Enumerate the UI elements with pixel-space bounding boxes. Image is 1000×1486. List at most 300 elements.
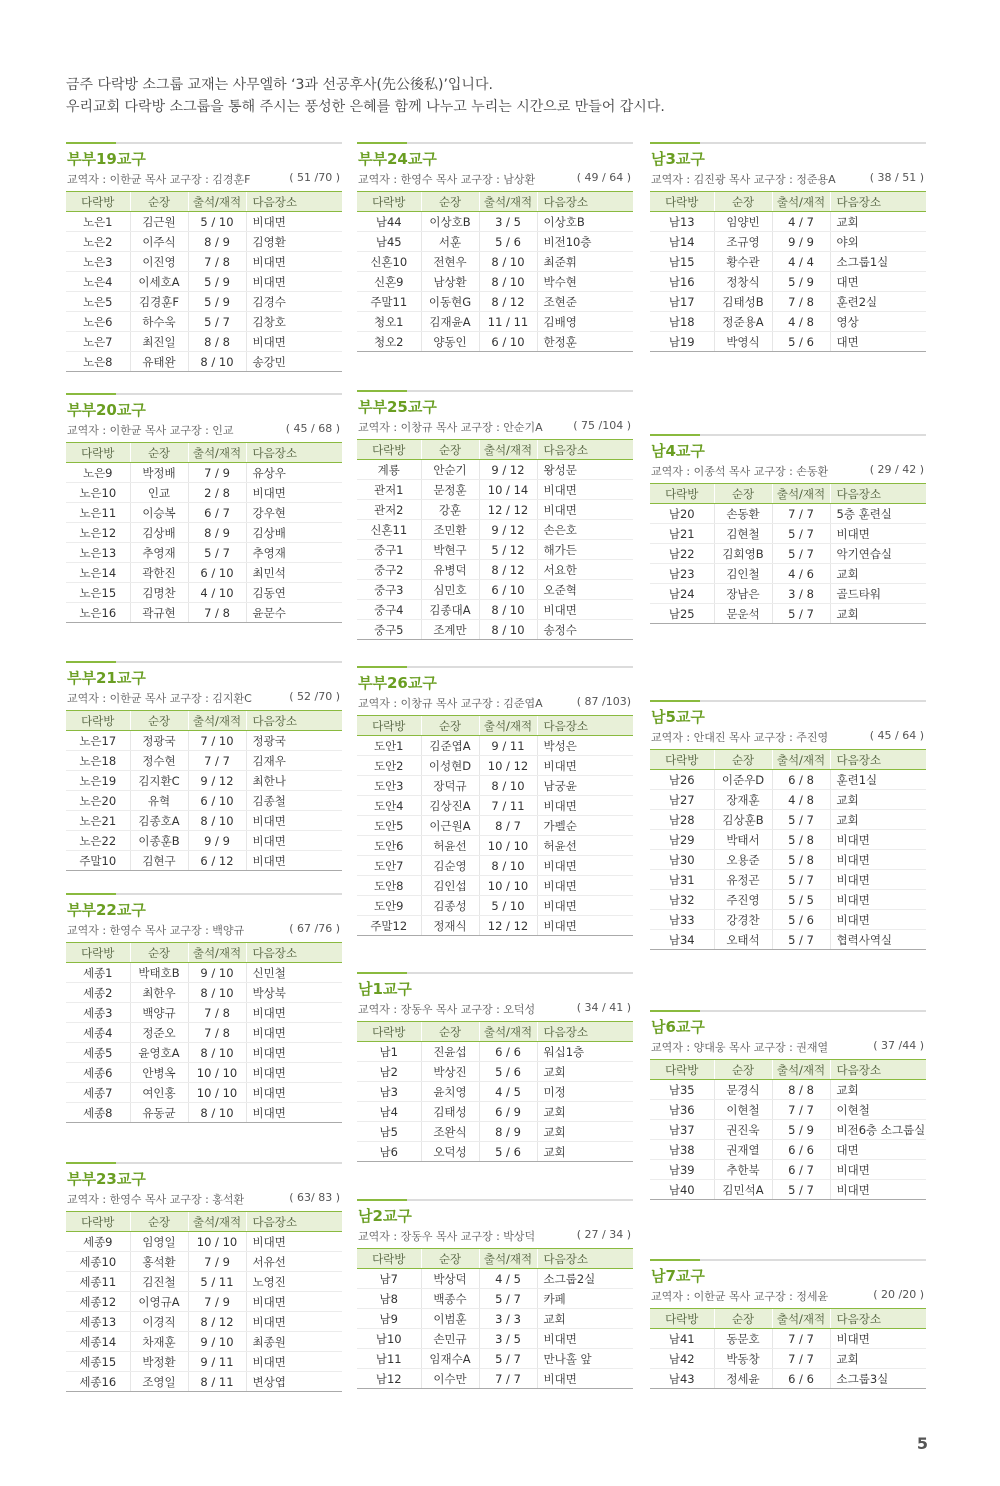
table-cell: 손민규	[421, 1329, 479, 1349]
group-table	[66, 191, 342, 372]
table-cell: 비대면	[830, 870, 926, 890]
table-cell: 교회	[537, 1062, 633, 1082]
table-cell: 영상	[830, 312, 926, 332]
section-title: 남4교구	[651, 442, 705, 460]
table-cell: 교회	[537, 1142, 633, 1162]
table-row	[650, 212, 926, 232]
table-cell: 비전6층 소그룹실	[830, 1120, 926, 1140]
table-cell: 남26	[650, 770, 714, 790]
table-cell: 세종1	[66, 963, 130, 983]
table-row	[650, 1140, 926, 1160]
table-cell: 비대면	[830, 1180, 926, 1200]
table-cell: 정수현	[130, 751, 188, 771]
table-header-cell: 출석/재적	[479, 440, 537, 460]
table-cell: 장덕규	[421, 776, 479, 796]
table-row	[66, 252, 342, 272]
group-table	[357, 1021, 633, 1162]
table-cell: 7 / 10	[188, 731, 246, 751]
group-table	[357, 715, 633, 936]
table-cell: 8 / 9	[188, 232, 246, 252]
table-cell: 남45	[357, 232, 421, 252]
table-cell: 비대면	[830, 1329, 926, 1349]
table-row	[357, 816, 633, 836]
section-title: 남1교구	[358, 980, 412, 998]
table-cell: 세종10	[66, 1252, 130, 1272]
section-leaders: 교역자 : 안대진 목사 교구장 : 주진영	[651, 731, 829, 744]
table-header-cell: 다음장소	[830, 1060, 926, 1080]
table-cell: 김경수	[246, 292, 342, 312]
table-cell: 정광국	[246, 731, 342, 751]
table-cell: 추영재	[246, 543, 342, 563]
table-cell: 소그룹2실	[537, 1269, 633, 1289]
table-cell: 신민철	[246, 963, 342, 983]
table-cell: 김인섭	[421, 876, 479, 896]
group-table	[357, 191, 633, 352]
section-title: 남2교구	[358, 1207, 412, 1225]
table-header-row	[66, 443, 342, 463]
table-cell: 교회	[830, 1080, 926, 1100]
table-cell: 남22	[650, 544, 714, 564]
table-header-row	[66, 1212, 342, 1232]
section-title: 남5교구	[651, 708, 705, 726]
table-cell: 안병옥	[130, 1063, 188, 1083]
table-cell: 송강민	[246, 352, 342, 372]
table-cell: 남7	[357, 1269, 421, 1289]
table-cell: 비대면	[830, 850, 926, 870]
table-row	[66, 1372, 342, 1392]
table-cell: 전현우	[421, 252, 479, 272]
table-cell: 강경찬	[714, 910, 772, 930]
table-cell: 비대면	[537, 500, 633, 520]
table-row	[66, 232, 342, 252]
section-attendance: ( 20 /20 )	[873, 1288, 924, 1301]
table-cell: 8 / 9	[188, 523, 246, 543]
table-header-row	[650, 484, 926, 504]
table-cell: 중구1	[357, 540, 421, 560]
table-cell: 10 / 14	[479, 480, 537, 500]
table-cell: 9 / 9	[188, 831, 246, 851]
table-cell: 남18	[650, 312, 714, 332]
table-row	[357, 332, 633, 352]
table-cell: 최종원	[246, 1332, 342, 1352]
table-cell: 청오1	[357, 312, 421, 332]
table-header-cell: 다락방	[650, 750, 714, 770]
section-leaders: 교역자 : 이창규 목사 교구장 : 안순기A	[358, 421, 543, 434]
table-cell: 8 / 12	[188, 1312, 246, 1332]
table-cell: 노은11	[66, 503, 130, 523]
table-cell: 이경직	[130, 1312, 188, 1332]
table-cell: 5층 훈련실	[830, 504, 926, 524]
table-cell: 세종15	[66, 1352, 130, 1372]
table-cell: 권진욱	[714, 1120, 772, 1140]
table-cell: 오덕성	[421, 1142, 479, 1162]
table-cell: 7 / 9	[188, 463, 246, 483]
table-cell: 남31	[650, 870, 714, 890]
table-header-cell: 다락방	[650, 1060, 714, 1080]
table-cell: 비대면	[246, 1103, 342, 1123]
table-cell: 6 / 6	[479, 1042, 537, 1062]
table-cell: 도안2	[357, 756, 421, 776]
table-cell: 김현철	[714, 524, 772, 544]
table-header-cell: 다음장소	[830, 750, 926, 770]
section-attendance: ( 75 /104 )	[573, 419, 631, 432]
table-cell: 이범훈	[421, 1309, 479, 1329]
table-header-cell: 순장	[421, 716, 479, 736]
table-cell: 서요한	[537, 560, 633, 580]
table-cell: 노은14	[66, 563, 130, 583]
table-cell: 김민석A	[714, 1180, 772, 1200]
table-cell: 세종9	[66, 1232, 130, 1252]
table-cell: 세종3	[66, 1003, 130, 1023]
table-row	[66, 312, 342, 332]
table-cell: 임영일	[130, 1232, 188, 1252]
table-header-cell: 출석/재적	[188, 192, 246, 212]
table-cell: 4 / 6	[772, 564, 830, 584]
table-header-cell: 출석/재적	[479, 1022, 537, 1042]
table-cell: 주말12	[357, 916, 421, 936]
table-cell: 세종13	[66, 1312, 130, 1332]
table-row	[650, 564, 926, 584]
table-row	[650, 870, 926, 890]
table-cell: 6 / 9	[479, 1102, 537, 1122]
table-cell: 9 / 12	[479, 460, 537, 480]
section-rule	[650, 1259, 926, 1261]
table-cell: 비대면	[537, 1369, 633, 1389]
table-row	[357, 1062, 633, 1082]
table-cell: 박정환	[130, 1352, 188, 1372]
table-cell: 비대면	[246, 1043, 342, 1063]
table-row	[357, 876, 633, 896]
table-cell: 세종2	[66, 983, 130, 1003]
table-cell: 남21	[650, 524, 714, 544]
table-row	[357, 1349, 633, 1369]
table-cell: 중구5	[357, 620, 421, 640]
table-cell: 이현철	[714, 1100, 772, 1120]
table-cell: 김현구	[130, 851, 188, 871]
table-header-cell: 순장	[714, 192, 772, 212]
section-title: 부부19교구	[67, 150, 146, 168]
table-cell: 노은8	[66, 352, 130, 372]
table-row	[66, 831, 342, 851]
section-leaders: 교역자 : 이한균 목사 교구장 : 김지환C	[67, 692, 252, 705]
table-cell: 남44	[357, 212, 421, 232]
table-header-cell: 다락방	[650, 484, 714, 504]
table-cell: 7 / 8	[188, 1023, 246, 1043]
table-header-cell: 순장	[421, 192, 479, 212]
section-rule	[357, 666, 633, 668]
table-cell: 김상배	[246, 523, 342, 543]
table-row	[357, 460, 633, 480]
table-cell: 6 / 10	[188, 791, 246, 811]
table-row	[650, 890, 926, 910]
table-cell: 윤치영	[421, 1082, 479, 1102]
table-cell: 7 / 7	[772, 504, 830, 524]
table-row	[66, 1103, 342, 1123]
table-cell: 최준휘	[537, 252, 633, 272]
table-cell: 만나홀 앞	[537, 1349, 633, 1369]
table-cell: 남3	[357, 1082, 421, 1102]
section-title: 부부22교구	[67, 901, 146, 919]
table-cell: 6 / 8	[772, 770, 830, 790]
table-cell: 7 / 8	[188, 1003, 246, 1023]
table-cell: 대면	[830, 332, 926, 352]
table-header-cell: 다락방	[357, 1022, 421, 1042]
table-cell: 김진철	[130, 1272, 188, 1292]
table-cell: 비대면	[246, 1292, 342, 1312]
table-cell: 정준용A	[714, 312, 772, 332]
table-cell: 8 / 9	[479, 1122, 537, 1142]
table-cell: 9 / 9	[772, 232, 830, 252]
table-header-cell: 출석/재적	[772, 192, 830, 212]
table-header-row	[357, 1249, 633, 1269]
section-rule	[650, 142, 926, 144]
table-row	[66, 1023, 342, 1043]
table-cell: 노은16	[66, 603, 130, 623]
table-cell: 김종호A	[130, 811, 188, 831]
table-cell: 남36	[650, 1100, 714, 1120]
section-leaders: 교역자 : 이한균 목사 교구장 : 인교	[67, 424, 234, 437]
table-row	[66, 212, 342, 232]
table-cell: 신혼10	[357, 252, 421, 272]
table-cell: 악기연습실	[830, 544, 926, 564]
table-cell: 7 / 7	[772, 1100, 830, 1120]
table-cell: 서훈	[421, 232, 479, 252]
table-cell: 이수만	[421, 1369, 479, 1389]
table-cell: 오준혁	[537, 580, 633, 600]
table-row	[357, 252, 633, 272]
table-header-cell: 다락방	[357, 192, 421, 212]
table-cell: 8 / 12	[479, 292, 537, 312]
table-cell: 4 / 4	[772, 252, 830, 272]
table-cell: 9 / 12	[479, 520, 537, 540]
table-cell: 2 / 8	[188, 483, 246, 503]
table-header-cell: 출석/재적	[188, 1212, 246, 1232]
table-cell: 비대면	[537, 856, 633, 876]
table-cell: 남23	[650, 564, 714, 584]
table-row	[357, 1122, 633, 1142]
table-cell: 강우현	[246, 503, 342, 523]
section-leaders: 교역자 : 장동우 목사 교구장 : 박상덕	[358, 1230, 536, 1243]
table-header-cell: 순장	[130, 192, 188, 212]
table-row	[66, 983, 342, 1003]
group-table	[650, 1059, 926, 1200]
table-header-cell: 순장	[714, 484, 772, 504]
section-title: 부부21교구	[67, 669, 146, 687]
table-row	[357, 836, 633, 856]
table-cell: 김종대A	[421, 600, 479, 620]
table-cell: 박상진	[421, 1062, 479, 1082]
table-cell: 최진일	[130, 332, 188, 352]
table-cell: 남11	[357, 1349, 421, 1369]
table-cell: 조민환	[421, 520, 479, 540]
table-cell: 8 / 10	[479, 252, 537, 272]
table-cell: 동문호	[714, 1329, 772, 1349]
table-cell: 차재훈	[130, 1332, 188, 1352]
table-cell: 10 / 10	[188, 1232, 246, 1252]
section-rule	[357, 142, 633, 144]
table-cell: 비대면	[246, 1063, 342, 1083]
table-row	[650, 1349, 926, 1369]
section-attendance: ( 27 / 34 )	[576, 1228, 631, 1241]
table-header-cell: 출석/재적	[188, 443, 246, 463]
table-row	[650, 1080, 926, 1100]
table-cell: 비대면	[537, 1329, 633, 1349]
table-cell: 6 / 6	[772, 1369, 830, 1389]
table-row	[66, 583, 342, 603]
table-cell: 노영진	[246, 1272, 342, 1292]
table-cell: 여인홍	[130, 1083, 188, 1103]
table-cell: 노은19	[66, 771, 130, 791]
table-row	[357, 232, 633, 252]
table-header-row	[357, 192, 633, 212]
section-leaders: 교역자 : 이창규 목사 교구장 : 김준엽A	[358, 697, 543, 710]
table-cell: 12 / 12	[479, 500, 537, 520]
section-leaders: 교역자 : 이한균 목사 교구장 : 정세윤	[651, 1290, 829, 1303]
table-cell: 7 / 9	[188, 1252, 246, 1272]
table-cell: 5 / 7	[772, 1180, 830, 1200]
table-cell: 8 / 10	[188, 983, 246, 1003]
table-cell: 하수욱	[130, 312, 188, 332]
table-row	[650, 790, 926, 810]
table-cell: 도안5	[357, 816, 421, 836]
table-row	[66, 1332, 342, 1352]
table-cell: 6 / 10	[188, 563, 246, 583]
table-cell: 허윤선	[421, 836, 479, 856]
table-cell: 오태석	[714, 930, 772, 950]
table-cell: 김동연	[246, 583, 342, 603]
section-attendance: ( 49 / 64 )	[576, 171, 631, 184]
table-cell: 노은6	[66, 312, 130, 332]
table-cell: 미정	[537, 1082, 633, 1102]
table-cell: 남27	[650, 790, 714, 810]
table-cell: 최한나	[246, 771, 342, 791]
table-cell: 4 / 7	[772, 212, 830, 232]
group-table	[650, 191, 926, 352]
table-header-cell: 순장	[421, 440, 479, 460]
group-table	[357, 1248, 633, 1389]
table-cell: 정광국	[130, 731, 188, 751]
table-header-row	[66, 711, 342, 731]
table-cell: 5 / 5	[772, 890, 830, 910]
table-cell: 8 / 10	[188, 811, 246, 831]
table-cell: 5 / 6	[479, 1142, 537, 1162]
table-cell: 5 / 10	[479, 896, 537, 916]
table-cell: 5 / 7	[188, 312, 246, 332]
table-header-cell: 다음장소	[537, 1249, 633, 1269]
table-row	[66, 463, 342, 483]
table-header-cell: 다락방	[650, 192, 714, 212]
table-cell: 9 / 10	[188, 1332, 246, 1352]
table-cell: 노은10	[66, 483, 130, 503]
table-cell: 비대면	[830, 830, 926, 850]
table-row	[357, 1082, 633, 1102]
table-cell: 남17	[650, 292, 714, 312]
table-row	[357, 580, 633, 600]
group-table	[66, 442, 342, 623]
table-cell: 김종철	[246, 791, 342, 811]
table-header-cell: 출석/재적	[772, 750, 830, 770]
table-row	[66, 352, 342, 372]
table-cell: 남13	[650, 212, 714, 232]
table-cell: 중구2	[357, 560, 421, 580]
table-cell: 5 / 10	[188, 212, 246, 232]
section-rule	[650, 700, 926, 702]
table-cell: 세종4	[66, 1023, 130, 1043]
table-row	[66, 1003, 342, 1023]
table-cell: 4 / 8	[772, 790, 830, 810]
table-cell: 8 / 10	[479, 856, 537, 876]
table-cell: 노은15	[66, 583, 130, 603]
table-cell: 김근원	[130, 212, 188, 232]
section-rule	[650, 1010, 926, 1012]
table-cell: 4 / 5	[479, 1082, 537, 1102]
section-rule	[357, 390, 633, 392]
table-row	[357, 600, 633, 620]
section-title: 부부26교구	[358, 674, 437, 692]
table-cell: 교회	[537, 1309, 633, 1329]
table-header-cell: 다음장소	[830, 192, 926, 212]
table-cell: 노은20	[66, 791, 130, 811]
table-row	[66, 1043, 342, 1063]
table-cell: 8 / 10	[479, 272, 537, 292]
table-cell: 세종6	[66, 1063, 130, 1083]
table-row	[66, 751, 342, 771]
table-cell: 손동환	[714, 504, 772, 524]
table-row	[650, 232, 926, 252]
table-cell: 중구3	[357, 580, 421, 600]
table-row	[357, 756, 633, 776]
table-cell: 김종성	[421, 896, 479, 916]
table-cell: 이성현D	[421, 756, 479, 776]
table-cell: 한정훈	[537, 332, 633, 352]
table-row	[357, 480, 633, 500]
table-row	[357, 856, 633, 876]
section-attendance: ( 34 / 41 )	[576, 1001, 631, 1014]
section-attendance: ( 38 / 51 )	[869, 171, 924, 184]
section-rule	[66, 893, 342, 895]
table-cell: 훈련2실	[830, 292, 926, 312]
table-row	[357, 1269, 633, 1289]
table-row	[357, 1329, 633, 1349]
table-row	[357, 212, 633, 232]
table-cell: 김준엽A	[421, 736, 479, 756]
table-row	[357, 1142, 633, 1162]
table-cell: 윤문수	[246, 603, 342, 623]
table-cell: 세종14	[66, 1332, 130, 1352]
table-cell: 비대면	[246, 1352, 342, 1372]
table-cell: 왕성문	[537, 460, 633, 480]
table-cell: 7 / 11	[479, 796, 537, 816]
table-cell: 6 / 6	[772, 1140, 830, 1160]
table-cell: 6 / 12	[188, 851, 246, 871]
table-cell: 비대면	[246, 212, 342, 232]
table-cell: 10 / 10	[479, 836, 537, 856]
table-cell: 남15	[650, 252, 714, 272]
table-cell: 노은7	[66, 332, 130, 352]
table-cell: 노은22	[66, 831, 130, 851]
section-leaders: 교역자 : 장동우 목사 교구장 : 오덕성	[358, 1003, 536, 1016]
table-cell: 노은5	[66, 292, 130, 312]
table-header-cell: 순장	[714, 750, 772, 770]
table-header-cell: 출석/재적	[772, 1309, 830, 1329]
table-cell: 비대면	[537, 480, 633, 500]
table-cell: 9 / 12	[188, 771, 246, 791]
table-row	[357, 1042, 633, 1062]
table-cell: 이영규A	[130, 1292, 188, 1312]
table-cell: 비대면	[246, 1023, 342, 1043]
table-cell: 김배영	[537, 312, 633, 332]
table-cell: 8 / 10	[188, 352, 246, 372]
